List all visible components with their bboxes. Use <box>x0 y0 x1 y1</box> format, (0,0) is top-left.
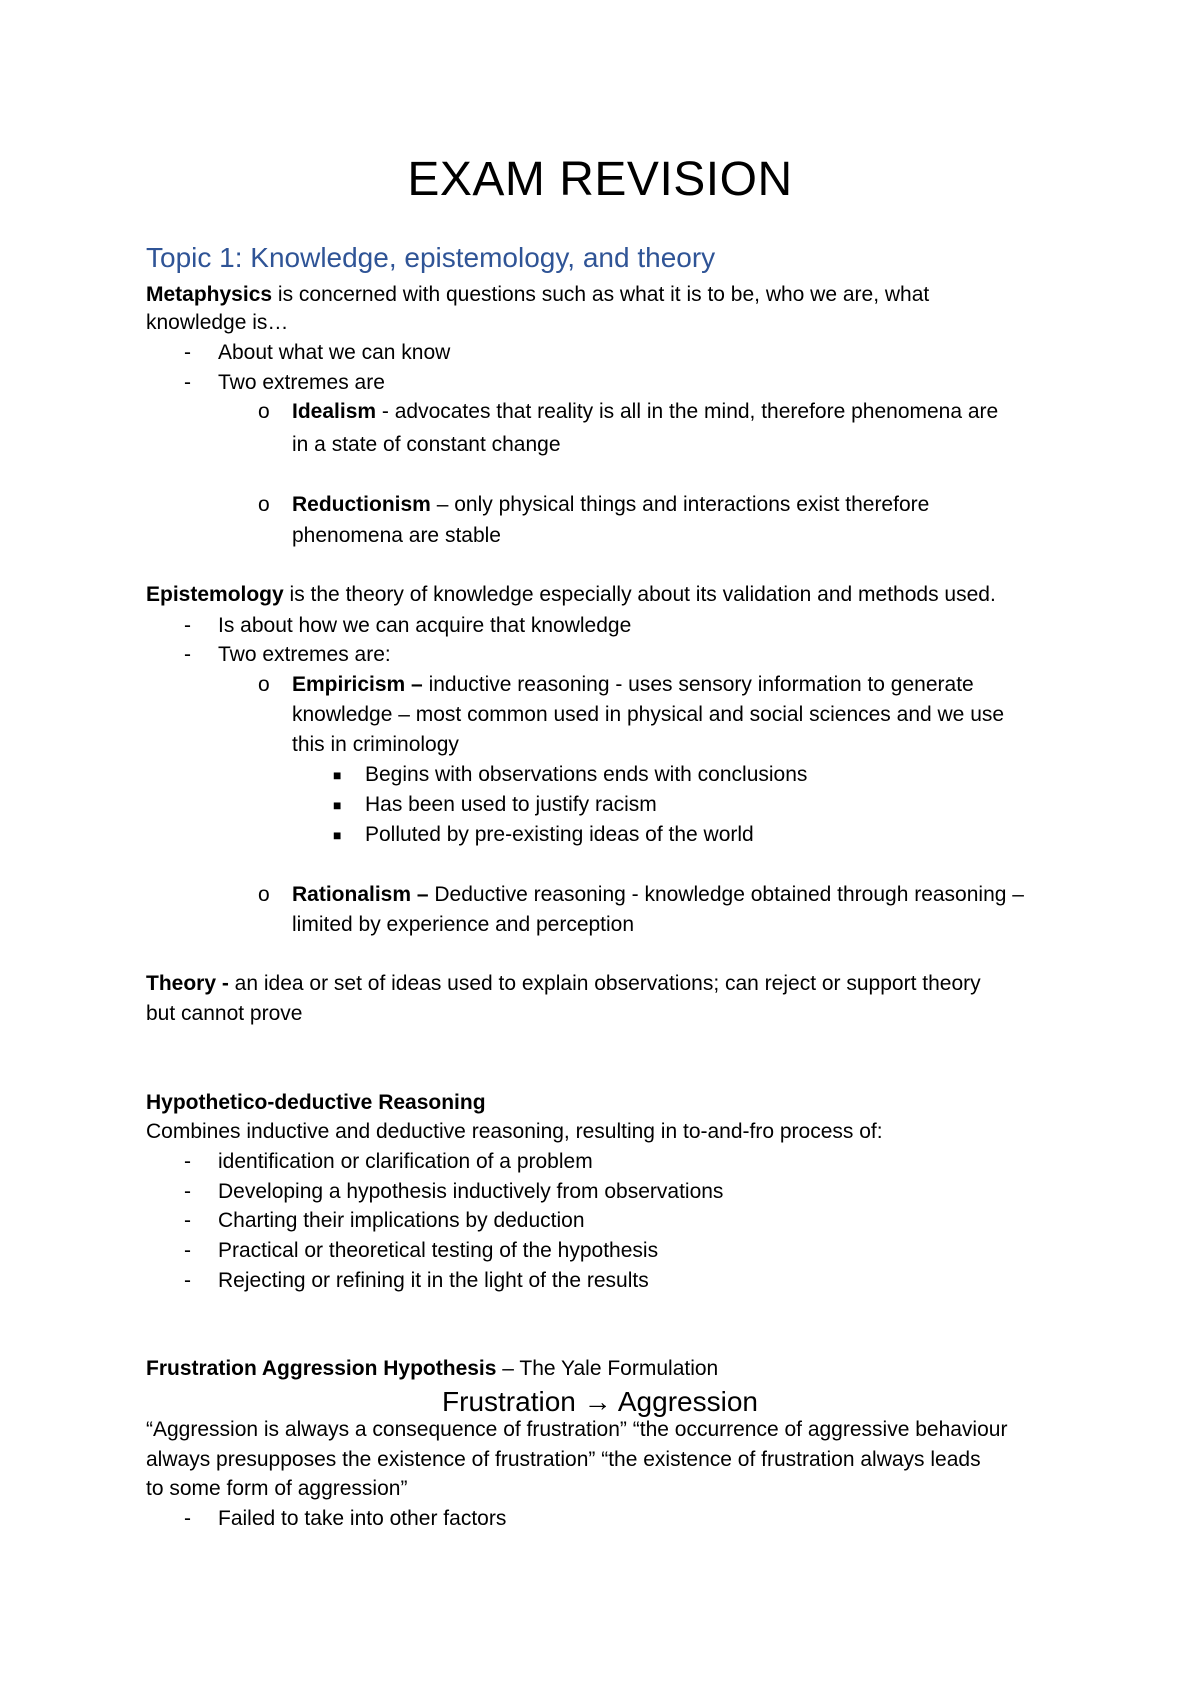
list-item: Has been used to justify racism <box>365 793 657 816</box>
dash-bullet: - <box>184 1269 191 1292</box>
empiricism-text: inductive reasoning - uses sensory information to generate <box>422 673 974 696</box>
arrow-right-icon: → <box>583 1386 612 1417</box>
metaphysics-text-cont: knowledge is… <box>146 311 289 334</box>
circle-bullet: o <box>258 673 270 696</box>
dash-bullet: - <box>184 1180 191 1203</box>
formula <box>0 1384 1200 1420</box>
list-item: Charting their implications by deduction <box>218 1209 585 1232</box>
theory-paragraph <box>146 970 981 998</box>
list-item: Two extremes are <box>218 371 385 394</box>
empiricism-term: Empiricism – <box>292 673 423 696</box>
idealism-text-cont: in a state of constant change <box>292 433 561 456</box>
idealism-term: Idealism <box>292 400 377 423</box>
quote-text: “Aggression is always a consequence of frustration” “the occurrence of aggressive behaviour <box>146 1418 1008 1441</box>
circle-bullet: o <box>258 883 270 906</box>
epistemology-term: Epistemology <box>146 583 284 606</box>
dash-bullet: - <box>184 1209 191 1232</box>
rationalism-text-cont: limited by experience and perception <box>292 913 635 936</box>
list-item: Is about how we can acquire that knowledge <box>218 614 632 637</box>
formula-right: Aggression <box>617 1386 758 1417</box>
hypothetico-heading: Hypothetico-deductive Reasoning <box>146 1091 486 1114</box>
circle-bullet: o <box>258 493 270 516</box>
list-item: identification or clarification of a problem <box>218 1150 593 1173</box>
dash-bullet: - <box>184 371 191 394</box>
circle-bullet: o <box>258 400 270 423</box>
list-item: About what we can know <box>218 341 451 364</box>
square-bullet: ■ <box>333 827 342 843</box>
theory-text: an idea or set of ideas used to explain observations; can reject or support theory <box>228 972 981 995</box>
list-item: Two extremes are: <box>218 643 391 666</box>
dash-bullet: - <box>184 643 191 666</box>
reductionism-text: – only physical things and interactions exist therefore <box>430 493 930 516</box>
epistemology-paragraph <box>146 581 996 609</box>
list-item: Developing a hypothesis inductively from observations <box>218 1180 724 1203</box>
dash-bullet: - <box>184 614 191 637</box>
theory-term: Theory - <box>146 972 229 995</box>
square-bullet: ■ <box>333 797 342 813</box>
formula-left: Frustration <box>442 1386 576 1417</box>
idealism-text: - advocates that reality is all in the mind, therefore phenomena are <box>376 400 999 423</box>
frustration-heading: Frustration Aggression Hypothesis <box>146 1357 497 1380</box>
metaphysics-text: is concerned with questions such as what it is to be, who we are, what <box>272 283 930 306</box>
topic-heading: Topic 1: Knowledge, epistemology, and theory <box>146 242 716 273</box>
section-heading <box>146 1089 486 1117</box>
dash-bullet: - <box>184 1150 191 1173</box>
list-item: Rejecting or refining it in the light of the results <box>218 1269 649 1292</box>
list-item: Failed to take into other factors <box>218 1507 507 1530</box>
dash-bullet: - <box>184 1239 191 1262</box>
rationalism-term: Rationalism – <box>292 883 429 906</box>
square-bullet: ■ <box>333 767 342 783</box>
quote-text: always presupposes the existence of frustration” “the existence of frustration always leads <box>146 1448 981 1471</box>
frustration-subheading: – The Yale Formulation <box>496 1357 719 1380</box>
list-item: Practical or theoretical testing of the hypothesis <box>218 1239 659 1262</box>
section-heading <box>146 1355 718 1383</box>
theory-text-cont: but cannot prove <box>146 1002 303 1025</box>
reductionism-item <box>292 491 929 519</box>
reductionism-text-cont: phenomena are stable <box>292 524 501 547</box>
idealism-item <box>292 398 998 426</box>
metaphysics-term: Metaphysics <box>146 283 273 306</box>
metaphysics-paragraph <box>146 281 929 309</box>
page-title: EXAM REVISION <box>407 153 793 206</box>
empiricism-text-cont: knowledge – most common used in physical and social sciences and we use <box>292 703 1005 726</box>
dash-bullet: - <box>184 341 191 364</box>
epistemology-text: is the theory of knowledge especially about its validation and methods used. <box>283 583 996 606</box>
rationalism-text: Deductive reasoning - knowledge obtained through reasoning – <box>428 883 1024 906</box>
hypothetico-intro: Combines inductive and deductive reasoning, resulting in to-and-fro process of: <box>146 1120 883 1143</box>
empiricism-text-cont: this in criminology <box>292 733 459 756</box>
empiricism-item <box>292 671 974 699</box>
list-item: Polluted by pre-existing ideas of the world <box>365 823 754 846</box>
dash-bullet: - <box>184 1507 191 1530</box>
list-item: Begins with observations ends with conclusions <box>365 763 808 786</box>
rationalism-item <box>292 881 1024 909</box>
quote-text: to some form of aggression” <box>146 1477 408 1500</box>
reductionism-term: Reductionism <box>292 493 431 516</box>
